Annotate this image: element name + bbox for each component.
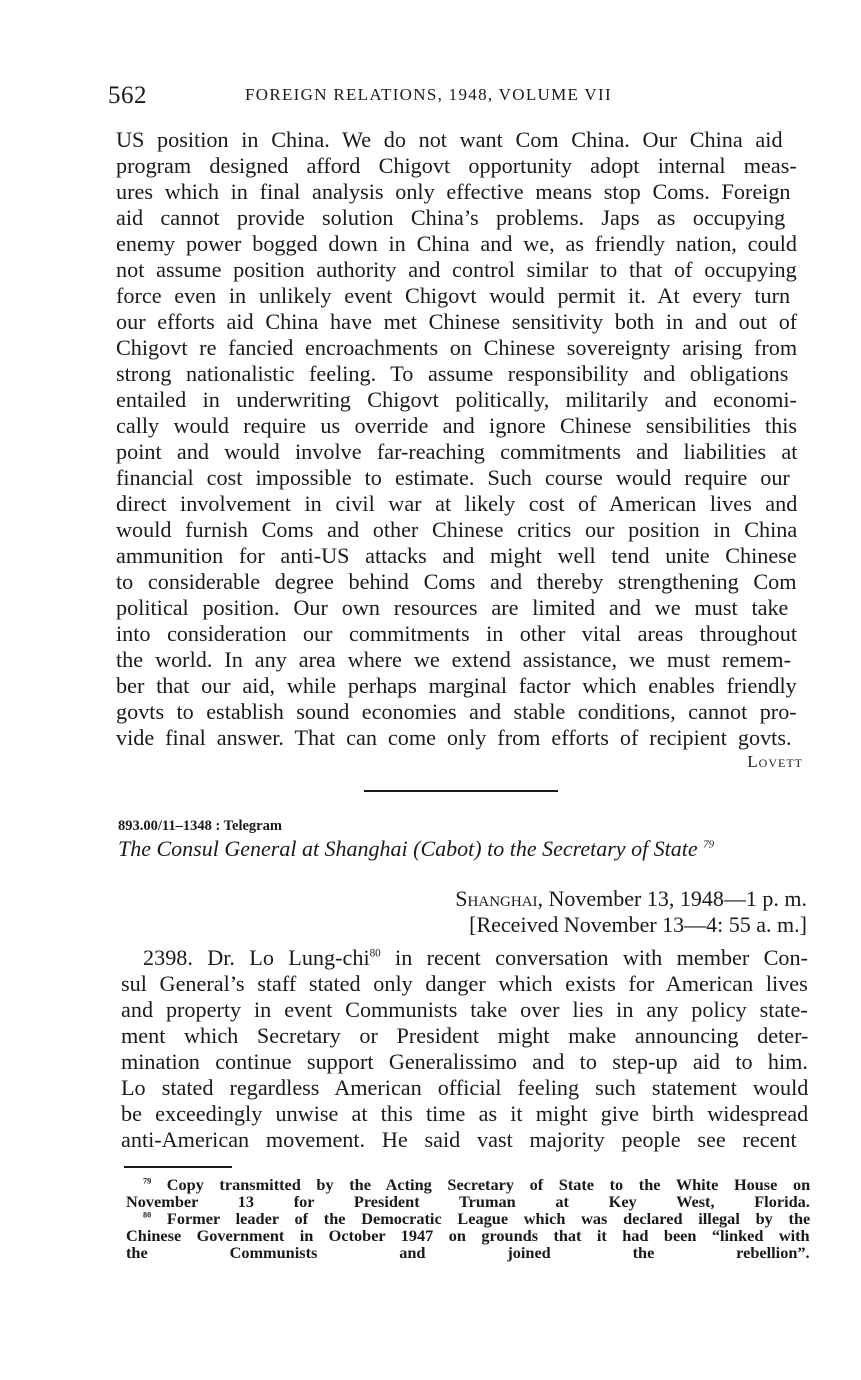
body-line: sul General’s staff stated only danger which exists for American lives: [121, 971, 808, 996]
body-line: program designed afford Chigovt opportunity adopt internal meas-: [116, 153, 797, 178]
body-line: Chigovt re fancied encroachments on Chinese sovereignty arising from: [116, 335, 798, 360]
body-line: mination continue support Generalissimo and to step-up aid to him.: [121, 1049, 808, 1074]
body-line: to considerable degree behind Coms and thereby strengthening Com: [116, 569, 797, 594]
body-line: ures which in final analysis only effective means stop Coms. Foreign: [116, 179, 791, 204]
body-line: would furnish Coms and other Chinese critics our position in China: [116, 517, 798, 542]
dateline: [455, 886, 807, 912]
body-line: our efforts aid China have met Chinese sensitivity both in and out of: [116, 309, 798, 334]
body-line: govts to establish sound economies and stable conditions, cannot pro-: [116, 699, 797, 724]
running-head: FOREIGN RELATIONS, 1948, VOLUME VII: [245, 85, 612, 104]
body-line: ammunition for anti-US attacks and might well tend unite Chinese: [116, 543, 797, 568]
body-line: aid cannot provide solution China’s problems. Japs as occupying: [116, 205, 786, 230]
body-line: vide final answer. That can come only from efforts of recipient govts.: [116, 725, 792, 750]
received-line: [Received November 13—4: 55 a. m.]: [469, 912, 807, 937]
footnote-line: November 13 for President Truman at Key West, Florida.: [126, 1192, 810, 1211]
footnote-80: [143, 1210, 810, 1227]
body-line: cally would require us override and ignore Chinese sensibilities this: [116, 413, 798, 438]
document-title-text: The Consul General at Shanghai (Cabot) to the Secretary of State: [118, 836, 698, 861]
dateline-place: Shanghai: [455, 886, 538, 911]
body-line: point and would involve far-reaching commitments and liabilities at: [116, 439, 798, 464]
footnote-line: the Communists and joined the rebellion”.: [126, 1243, 810, 1262]
section-divider: [364, 790, 558, 792]
dateline-date: , November 13, 1948—1 p. m.: [537, 886, 807, 911]
paragraph-number: 2398. Dr. Lo Lung-chi: [143, 945, 370, 970]
body-line: force even in unlikely event Chigovt would permit it. At every turn: [116, 283, 791, 308]
body-line: and property in event Communists take over lies in any policy state-: [121, 997, 808, 1022]
paragraph-lead: [143, 945, 808, 971]
footnote-mark: 80: [143, 1210, 152, 1220]
paragraph-lead-rest: in recent conversation with member Con-: [380, 945, 808, 970]
file-reference: 893.00/11–1348 : Telegram: [118, 818, 282, 834]
body-line: financial cost impossible to estimate. Such course would require our: [116, 465, 790, 490]
footnote-mark: 79: [143, 1176, 152, 1186]
footnote-79: [143, 1176, 810, 1193]
body-line: ment which Secretary or President might make announcing deter-: [121, 1023, 809, 1048]
footnote-line: Copy transmitted by the Acting Secretary of State to the White House on: [166, 1175, 811, 1194]
page-number: 562: [108, 82, 147, 109]
body-line: ber that our aid, while perhaps marginal factor which enables friendly: [116, 673, 797, 698]
body-line: anti-American movement. He said vast majority people see recent: [121, 1127, 797, 1152]
document-title: [118, 836, 714, 862]
body-line: US position in China. We do not want Com China. Our China aid: [116, 127, 783, 152]
footnote-rule: [124, 1166, 232, 1168]
body-line: entailed in underwriting Chigovt politically, militarily and economi-: [116, 387, 797, 412]
body-line: into consideration our commitments in other vital areas throughout: [116, 621, 798, 646]
body-line: direct involvement in civil war at likely cost of American lives and: [116, 491, 798, 516]
body-line: strong nationalistic feeling. To assume responsibility and obligations: [116, 361, 789, 386]
footnote-line: Chinese Government in October 1947 on grounds that it had been “linked with: [126, 1226, 810, 1245]
footnote-line: Former leader of the Democratic League which was declared illegal by the: [166, 1209, 811, 1228]
body-line: not assume position authority and control similar to that of occupying: [116, 257, 797, 282]
body-line: the world. In any area where we extend assistance, we must remem-: [116, 647, 791, 672]
signature: Lovett: [747, 752, 803, 771]
body-line: be exceedingly unwise at this time as it might give birth widespread: [121, 1101, 809, 1126]
body-line: enemy power bogged down in China and we, as friendly nation, could: [116, 231, 797, 256]
body-line: Lo stated regardless American official feeling such statement would: [121, 1075, 809, 1100]
body-line: political position. Our own resources are limited and we must take: [116, 595, 789, 620]
footnote-ref-79: 79: [703, 838, 715, 851]
footnote-ref-80: 80: [369, 947, 381, 960]
